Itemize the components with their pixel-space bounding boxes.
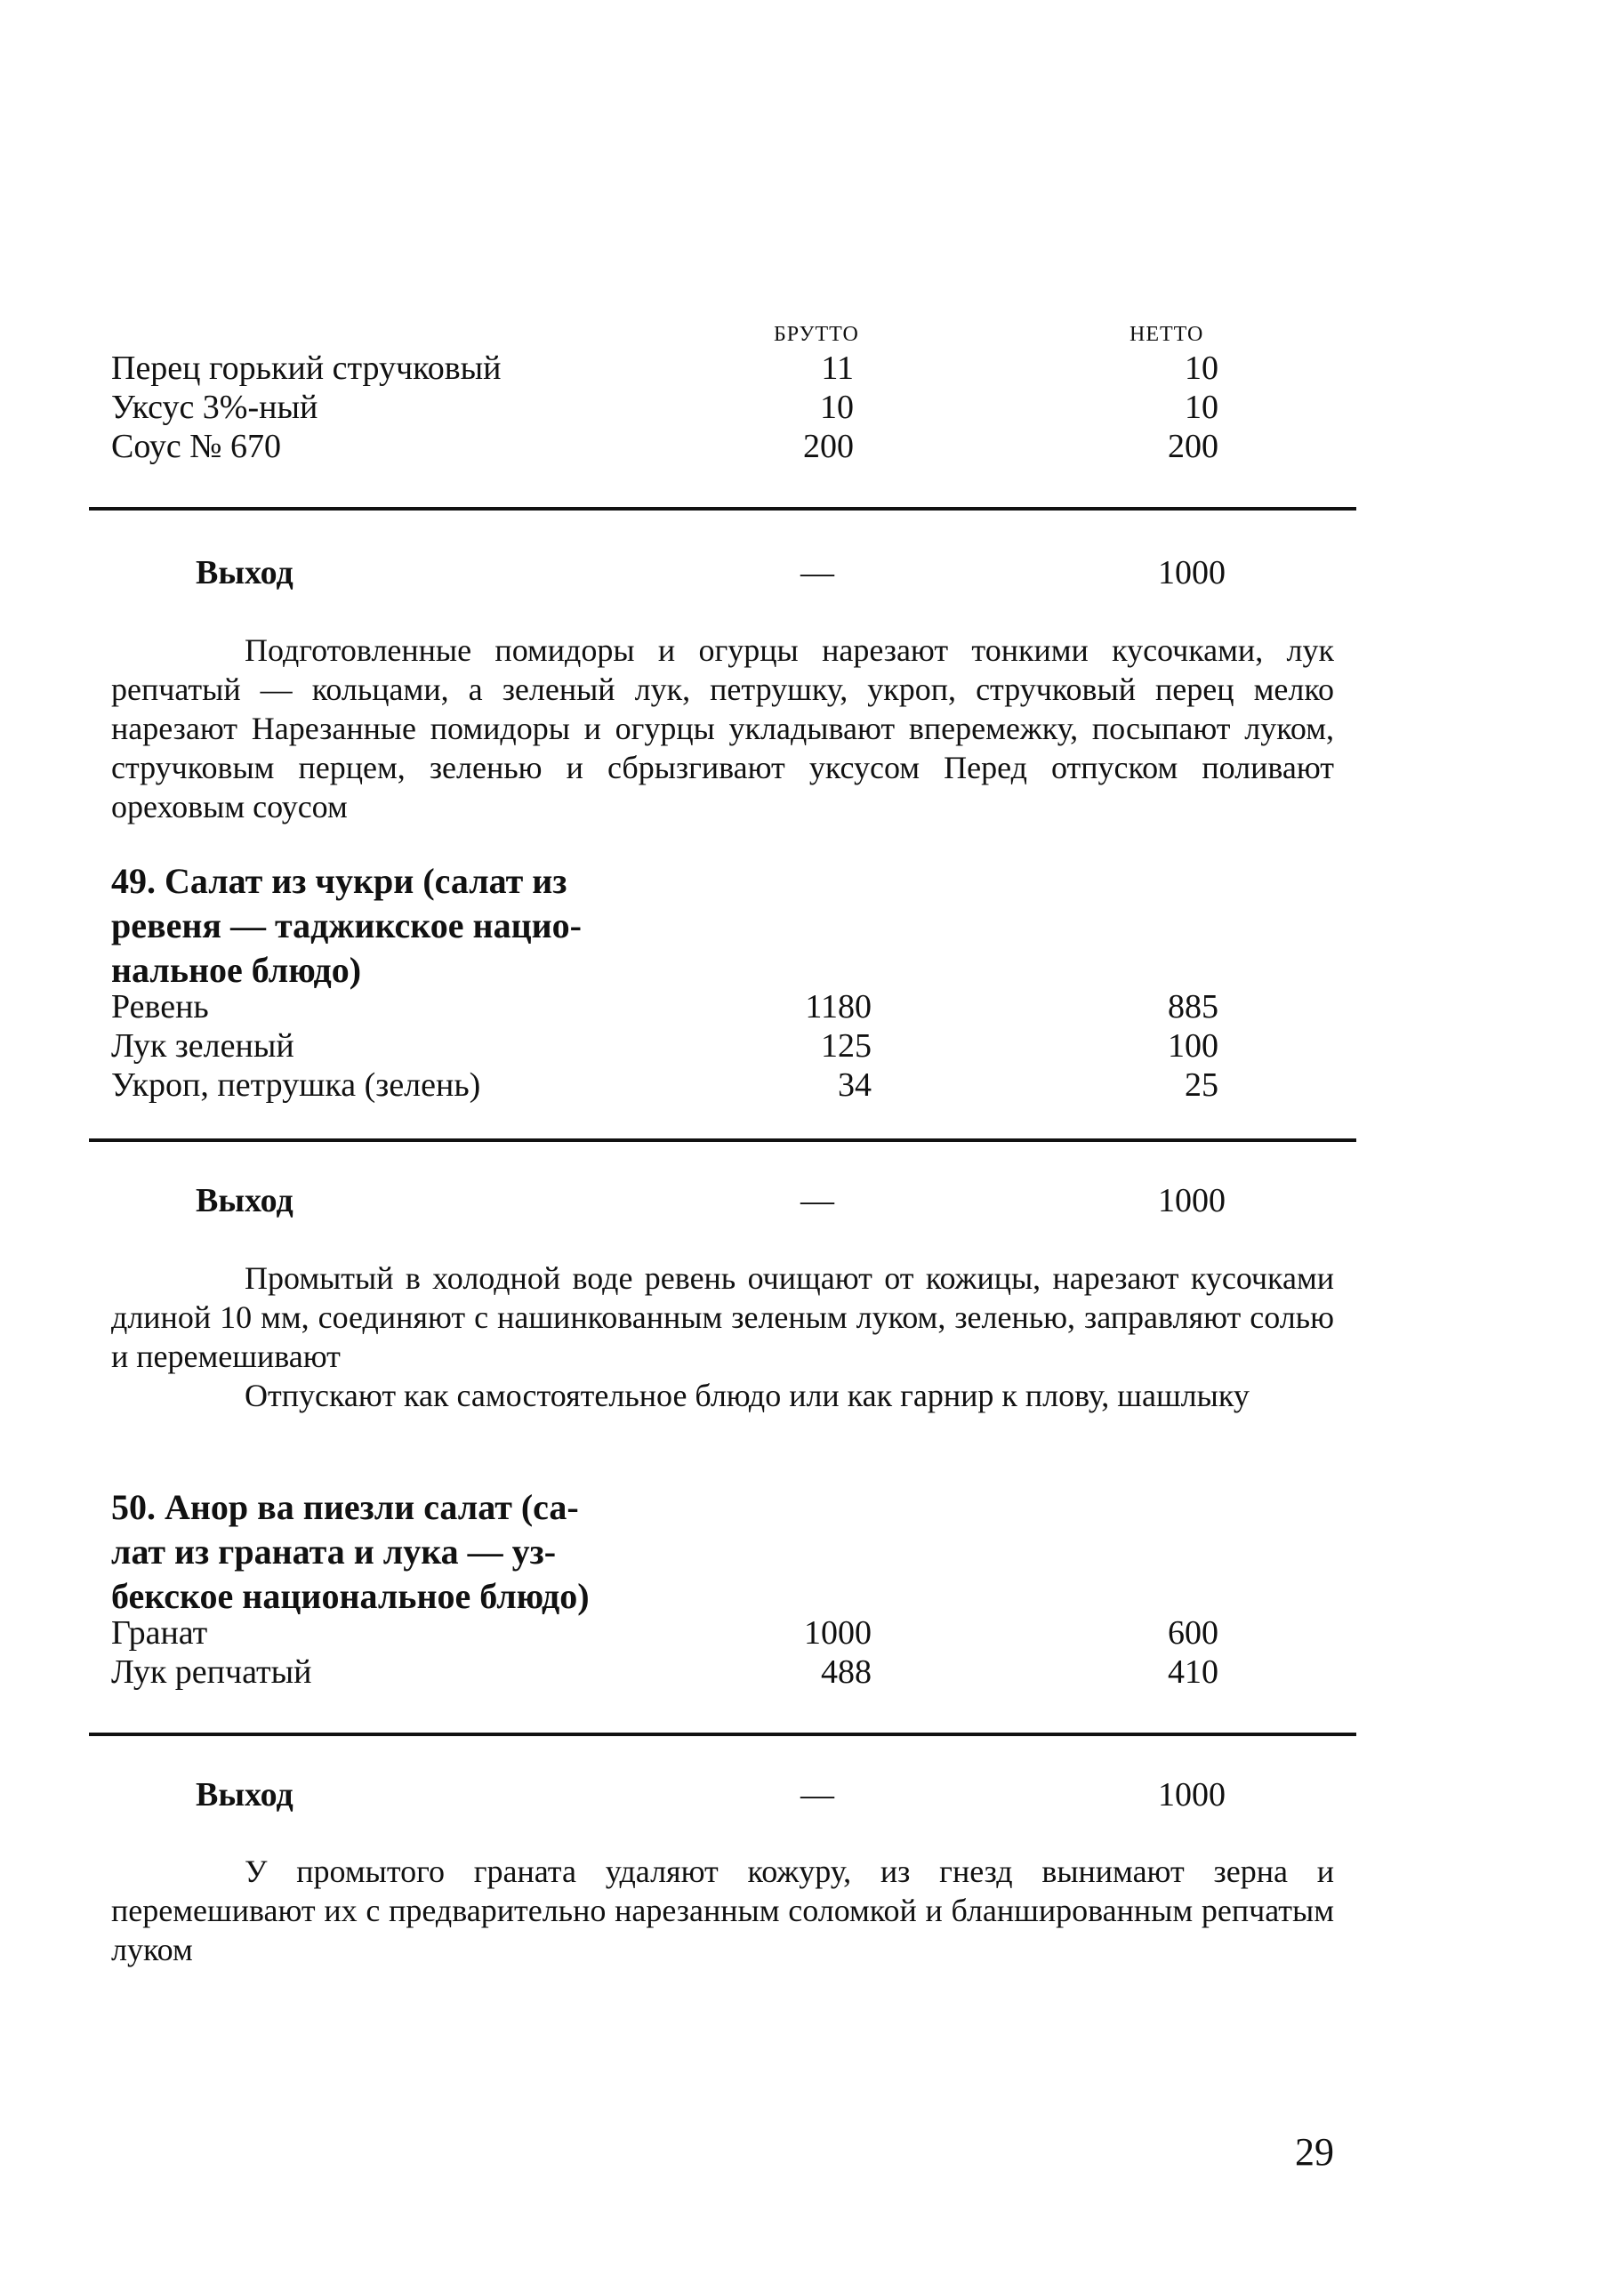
yield-gross: —	[800, 554, 834, 591]
column-header-gross: БРУТТО	[774, 323, 859, 346]
ingredient-gross: 1000	[804, 1614, 872, 1652]
yield-label: Выход	[196, 1776, 293, 1813]
recipe-title	[111, 1485, 645, 1619]
recipe-title	[111, 859, 645, 993]
recipe-title-line: 49. Салат из чукри (салат из	[111, 861, 567, 901]
recipe-title-line: лат из граната и лука — уз-	[111, 1532, 557, 1572]
ingredient-name: Лук зеленый	[111, 1027, 294, 1065]
yield-gross: —	[800, 1182, 834, 1219]
ingredient-net: 100	[1168, 1027, 1218, 1065]
ingredient-gross: 11	[821, 350, 854, 387]
ingredient-name: Гранат	[111, 1614, 208, 1652]
ingredient-name: Укроп, петрушка (зелень)	[111, 1066, 481, 1104]
ingredient-net: 10	[1185, 389, 1218, 426]
yield-label: Выход	[196, 1182, 293, 1219]
recipe-instructions	[111, 1259, 1334, 1415]
ingredient-gross: 1180	[805, 988, 872, 1025]
ingredient-net: 200	[1168, 428, 1218, 465]
yield-net: 1000	[1158, 1182, 1226, 1219]
table-rule	[89, 1138, 1356, 1142]
ingredient-gross: 200	[803, 428, 854, 465]
instruction-paragraph: У промытого граната удаляют кожуру, из гнезд вынимают зерна и перемешивают их с предварительно нарезанным соломкой и бланшированным репчатым луком	[111, 1854, 1334, 1967]
ingredient-name: Уксус 3%-ный	[111, 389, 318, 426]
instruction-paragraph: Отпускают как самостоятельное блюдо или как гарнир к плову, шашлыку	[245, 1378, 1250, 1413]
yield-label: Выход	[196, 554, 293, 591]
ingredient-net: 410	[1168, 1653, 1218, 1691]
yield-net: 1000	[1158, 554, 1226, 591]
recipe-title-line: ревеня — таджикское нацио-	[111, 905, 583, 945]
yield-net: 1000	[1158, 1776, 1226, 1813]
column-header-net: НЕТТО	[1130, 323, 1204, 346]
table-rule	[89, 1733, 1356, 1736]
ingredient-name: Ревень	[111, 988, 209, 1025]
page-number: 29	[1295, 2130, 1334, 2174]
ingredient-gross: 10	[820, 389, 854, 426]
recipe-title-line: бекское национальное блюдо)	[111, 1576, 590, 1616]
table-rule	[89, 507, 1356, 511]
ingredient-gross: 34	[838, 1066, 872, 1104]
instruction-paragraph: Подготовленные помидоры и огурцы нарезают тонкими кусочками, лук репчатый — кольцами, а зеленый лук, петрушку, укроп, стручковый перец мелко нарезают Нарезанные помидоры и огурцы укладывают вперемежку, посыпают луком, стручковым перцем, зеленью и сбрызгивают уксусом Перед отпуском поливают ореховым соусом	[111, 632, 1334, 824]
ingredient-net: 10	[1185, 350, 1218, 387]
ingredient-net: 885	[1168, 988, 1218, 1025]
instruction-paragraph: Промытый в холодной воде ревень очищают от кожицы, нарезают кусочками длиной 10 мм, соединяют с нашинкованным зеленым луком, зеленью, заправляют солью и перемешивают	[111, 1260, 1334, 1374]
recipe-instructions	[111, 1852, 1334, 1969]
ingredient-net: 25	[1185, 1066, 1218, 1104]
ingredient-gross: 125	[821, 1027, 872, 1065]
ingredient-name: Соус № 670	[111, 428, 282, 465]
ingredient-gross: 488	[821, 1653, 872, 1691]
ingredient-net: 600	[1168, 1614, 1218, 1652]
recipe-title-line: 50. Анор ва пиезли салат (са-	[111, 1487, 579, 1527]
ingredient-name: Лук репчатый	[111, 1653, 312, 1691]
yield-gross: —	[800, 1776, 834, 1813]
ingredient-name: Перец горький стручковый	[111, 350, 502, 387]
recipe-instructions	[111, 631, 1334, 826]
recipe-title-line: нальное блюдо)	[111, 950, 362, 990]
